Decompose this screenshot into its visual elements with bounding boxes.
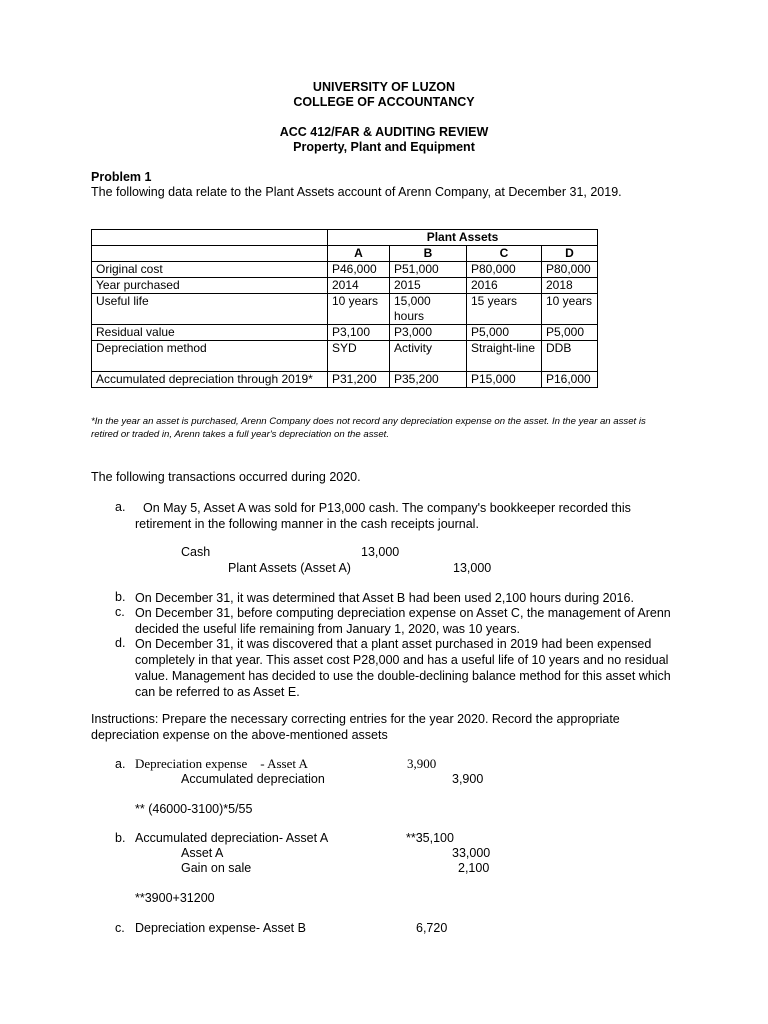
column-header: C <box>467 246 542 262</box>
column-header: A <box>328 246 390 262</box>
answer-a-credit: Accumulated depreciation <box>181 772 325 786</box>
table-cell: P80,000 <box>467 262 542 278</box>
item-letter: b. <box>115 590 126 604</box>
topic-title: Property, Plant and Equipment <box>293 140 475 154</box>
table-cell: P31,200 <box>328 372 390 388</box>
transaction-d: On December 31, it was discovered that a plant asset purchased in 2019 had been expensed completely in that year. This asset cost P28,000 and has a useful life of 10 years and no residual value. Management has decided to use the double-declining balance method for this asset which can be referred to as Asset E. <box>135 637 671 699</box>
university-name: UNIVERSITY OF LUZON <box>312 80 456 94</box>
problem-intro: The following data relate to the Plant Assets account of Arenn Company, at December 31, 2019. <box>91 185 622 199</box>
table-row <box>92 294 598 325</box>
table-row <box>92 372 598 388</box>
answer-b-note: **3900+31200 <box>135 891 215 905</box>
problem-title: Problem 1 <box>91 170 152 184</box>
table-cell: DDB <box>542 341 598 372</box>
transaction-b: On December 31, it was determined that Asset B had been used 2,100 hours during 2016. <box>135 591 634 605</box>
entry-debit-amount: 13,000 <box>361 545 400 559</box>
table-cell: 2015 <box>390 278 467 294</box>
table-cell: 15,000 hours <box>390 294 467 325</box>
row-label: Residual value <box>92 325 328 341</box>
table-cell: P51,000 <box>390 262 467 278</box>
table-cell: P3,100 <box>328 325 390 341</box>
table-row <box>92 341 598 372</box>
answer-a-note: ** (46000-3100)*5/55 <box>135 802 253 816</box>
row-label: Useful life <box>92 294 328 325</box>
table-cell: 15 years <box>467 294 542 325</box>
entry-credit-amount: 13,000 <box>453 561 492 575</box>
table-cell: 2016 <box>467 278 542 294</box>
answer-a-debit: Depreciation expense - Asset A <box>135 756 308 771</box>
instructions: Instructions: Prepare the necessary correcting entries for the year 2020. Record the appropriate depreciation expense on the above-mentioned assets <box>91 712 620 742</box>
table-cell: Straight-line <box>467 341 542 372</box>
table-cell: P35,200 <box>390 372 467 388</box>
answer-b-credit-1: Asset A <box>181 846 224 860</box>
row-label: Original cost <box>92 262 328 278</box>
plant-assets-table <box>91 229 598 388</box>
item-letter: a. <box>115 757 126 771</box>
answer-b-debit: Accumulated depreciation- Asset A <box>135 831 329 845</box>
table-row <box>92 262 598 278</box>
table-cell: P80,000 <box>542 262 598 278</box>
answer-a-credit-amount: 3,900 <box>452 772 484 786</box>
table-group-header-row <box>92 230 598 246</box>
college-name: COLLEGE OF ACCOUNTANCY <box>293 95 475 109</box>
answer-c-debit-amount: 6,720 <box>416 921 448 935</box>
answer-a-debit-amount: 3,900 <box>407 756 437 771</box>
transactions-intro: The following transactions occurred during 2020. <box>91 470 361 484</box>
table-cell: 2018 <box>542 278 598 294</box>
row-label: Accumulated depreciation through 2019* <box>92 372 328 388</box>
table-column-header-row <box>92 246 598 262</box>
row-label: Depreciation method <box>92 341 328 372</box>
table-cell: SYD <box>328 341 390 372</box>
table-row <box>92 278 598 294</box>
answer-b-credit-2-amount: 2,100 <box>458 861 490 875</box>
table-row <box>92 325 598 341</box>
group-header: Plant Assets <box>328 230 598 246</box>
row-label: Year purchased <box>92 278 328 294</box>
item-letter: d. <box>115 636 126 650</box>
answer-b-debit-amount: **35,100 <box>406 831 454 845</box>
table-cell: Activity <box>390 341 467 372</box>
transaction-a: On May 5, Asset A was sold for P13,000 cash. The company's bookkeeper recorded this retirement in the following manner in the cash receipts journal. <box>135 501 631 531</box>
table-cell: P16,000 <box>542 372 598 388</box>
answer-c-debit: Depreciation expense- Asset B <box>135 921 306 935</box>
item-letter: c. <box>115 921 125 935</box>
table-cell: P15,000 <box>467 372 542 388</box>
table-cell: P5,000 <box>542 325 598 341</box>
column-header: D <box>542 246 598 262</box>
item-letter: b. <box>115 831 126 845</box>
table-cell: P3,000 <box>390 325 467 341</box>
answer-b-credit-1-amount: 33,000 <box>452 846 491 860</box>
table-corner-cell <box>92 230 328 246</box>
item-letter: c. <box>115 605 125 619</box>
table-cell: 10 years <box>328 294 390 325</box>
table-cell: 10 years <box>542 294 598 325</box>
table-footnote: *In the year an asset is purchased, Arenn Company does not record any depreciation expense on the asset. In the year an asset is retired or traded in, Arenn takes a full year's depreciation on the asset. <box>91 416 646 440</box>
course-title: ACC 412/FAR & AUDITING REVIEW <box>279 125 489 139</box>
item-letter: a. <box>115 500 126 514</box>
entry-debit-account: Cash <box>181 545 211 559</box>
column-header: B <box>390 246 467 262</box>
table-cell: P5,000 <box>467 325 542 341</box>
answer-b-credit-2: Gain on sale <box>181 861 252 875</box>
entry-credit-account: Plant Assets (Asset A) <box>228 561 351 575</box>
transaction-c: On December 31, before computing depreciation expense on Asset C, the management of Arenn decided the useful life remaining from January 1, 2020, was 10 years. <box>135 606 671 636</box>
table-cell: 2014 <box>328 278 390 294</box>
table-cell: P46,000 <box>328 262 390 278</box>
